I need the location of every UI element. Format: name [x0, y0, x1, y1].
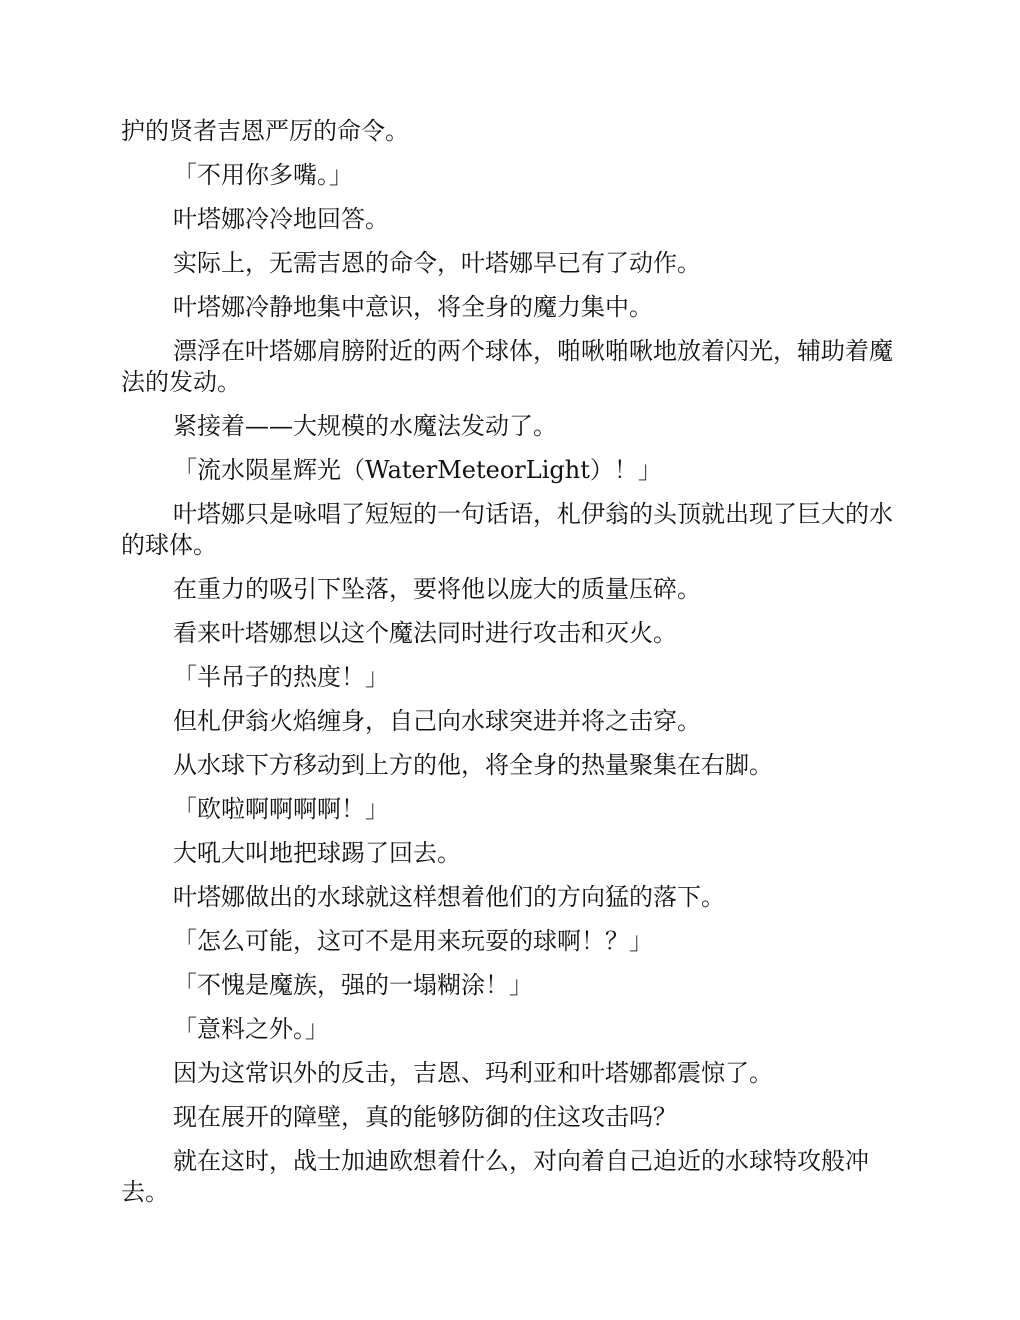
paragraph: 「意料之外。」 [173, 1015, 329, 1043]
paragraph: 「怎么可能，这可不是用来玩耍的球啊！？」 [173, 927, 653, 955]
paragraph: 叶塔娜只是咏唱了短短的一句话语，札伊翁的头顶就出现了巨大的水的球体。 [121, 500, 893, 559]
body-text [121, 116, 899, 1221]
paragraph: 大吼大叫地把球踢了回去。 [173, 839, 461, 867]
paragraph: 现在展开的障壁，真的能够防御的住这攻击吗？ [173, 1103, 677, 1131]
paragraph: 「欧啦啊啊啊啊！」 [173, 795, 389, 823]
paragraph: 看来叶塔娜想以这个魔法同时进行攻击和灭火。 [173, 619, 677, 647]
paragraph: 「流水陨星辉光（WaterMeteorLight）！」 [173, 456, 662, 484]
paragraph: 护的贤者吉恩严厉的命令。 [121, 117, 409, 145]
paragraph: 因为这常识外的反击，吉恩、玛利亚和叶塔娜都震惊了。 [173, 1059, 773, 1087]
paragraph: 叶塔娜冷冷地回答。 [173, 205, 389, 233]
paragraph: 「半吊子的热度！」 [173, 663, 389, 691]
paragraph: 「不愧是魔族，强的一塌糊涂！」 [173, 971, 533, 999]
paragraph: 从水球下方移动到上方的他，将全身的热量聚集在右脚。 [173, 751, 773, 779]
paragraph: 就在这时，战士加迪欧想着什么，对向着自己迫近的水球特攻般冲去。 [121, 1147, 869, 1206]
paragraph: 实际上，无需吉恩的命令，叶塔娜早已有了动作。 [173, 249, 701, 277]
paragraph: 在重力的吸引下坠落，要将他以庞大的质量压碎。 [173, 575, 701, 603]
paragraph: 叶塔娜做出的水球就这样想着他们的方向猛的落下。 [173, 883, 725, 911]
paragraph: 「不用你多嘴。」 [173, 161, 353, 189]
paragraph: 漂浮在叶塔娜肩膀附近的两个球体，啪啾啪啾地放着闪光，辅助着魔法的发动。 [121, 337, 893, 396]
paragraph: 但札伊翁火焰缠身，自己向水球突进并将之击穿。 [173, 707, 701, 735]
paragraph: 叶塔娜冷静地集中意识，将全身的魔力集中。 [173, 293, 653, 321]
paragraph: 紧接着——大规模的水魔法发动了。 [173, 412, 557, 440]
